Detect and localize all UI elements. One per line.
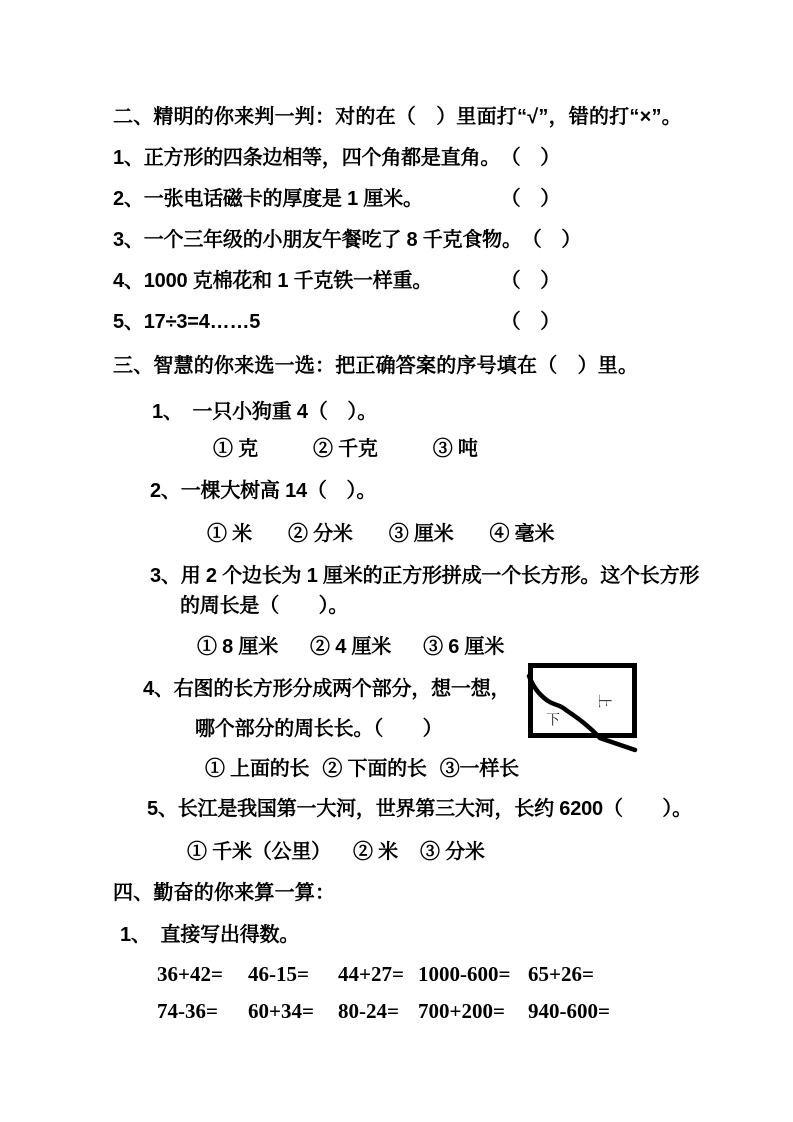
choose-q2-options xyxy=(207,522,554,546)
choose-q5-text: 5、长江是我国第一大河，世界第三大河，长约 6200（ ）。 xyxy=(147,798,692,820)
option-item: ② 米 xyxy=(352,841,398,863)
section-choose-heading: 三、智慧的你来选一选：把正确答案的序号填在（ ）里。 xyxy=(113,355,639,377)
option-item: ② 分米 xyxy=(287,523,353,545)
calc-subheading: 1、 直接写出得数。 xyxy=(120,924,300,946)
judge-item xyxy=(113,269,560,293)
option-item: ③ 厘米 xyxy=(388,523,454,545)
answer-bracket: （ ） xyxy=(500,311,560,333)
option-item: ② 千克 xyxy=(312,438,378,460)
answer-bracket: （ ） xyxy=(500,147,560,169)
option-item: ④ 毫米 xyxy=(489,523,555,545)
answer-bracket: （ ） xyxy=(521,229,582,251)
choose-q4-line1: 4、右图的长方形分成两个部分，想一想， xyxy=(143,678,511,700)
answer-bracket: （ ） xyxy=(500,188,560,210)
judge-item xyxy=(113,228,582,252)
option-item: ③一样长 xyxy=(439,758,519,780)
judge-item xyxy=(113,146,560,170)
calc-row xyxy=(157,962,594,987)
choose-q2-text: 2、一棵大树高 14（ ）。 xyxy=(150,480,377,502)
answer-bracket: （ ） xyxy=(500,270,560,292)
option-item: ② 4 厘米 xyxy=(310,636,392,658)
calc-item: 36+42= xyxy=(157,962,223,986)
calc-item: 1000-600= xyxy=(418,962,511,986)
choose-q3-line1: 3、用 2 个边长为 1 厘米的正方形拼成一个长方形。这个长方形 xyxy=(150,565,700,587)
choose-q5-options xyxy=(187,840,485,864)
figure-label-lower: 下 xyxy=(546,711,560,728)
section-judge-heading: 二、精明的你来判一判：对的在（ ）里面打“√”，错的打“×”。 xyxy=(113,106,682,128)
question-text: 3、一个三年级的小朋友午餐吃了 8 千克食物。 xyxy=(113,229,522,251)
calc-item: 80-24= xyxy=(338,999,399,1023)
calc-item: 44+27= xyxy=(338,962,404,986)
choose-q1-text: 1、 一只小狗重 4（ ）。 xyxy=(152,401,378,423)
calc-item: 74-36= xyxy=(157,999,218,1023)
question-text: 4、1000 克棉花和 1 千克铁一样重。 xyxy=(113,270,433,292)
judge-item xyxy=(113,187,560,211)
question-text: 1、正方形的四条边相等，四个角都是直角。 xyxy=(113,147,501,169)
figure-label-upper: 上 xyxy=(596,694,613,708)
option-item: ① 8 厘米 xyxy=(197,636,279,658)
option-item: ① 上面的长 xyxy=(205,758,310,780)
option-item: ① 米 xyxy=(207,523,252,545)
choose-q4-line2: 哪个部分的周长长。（ ） xyxy=(195,718,443,740)
question-text: 2、一张电话磁卡的厚度是 1 厘米。 xyxy=(113,188,423,210)
option-item: ③ 分米 xyxy=(419,841,485,863)
calc-item: 940-600= xyxy=(528,999,610,1023)
calc-item: 65+26= xyxy=(528,962,594,986)
choose-q4-options xyxy=(205,757,519,781)
option-item: ② 下面的长 xyxy=(322,758,427,780)
rectangle-figure xyxy=(526,658,661,758)
calc-item: 46-15= xyxy=(248,962,309,986)
choose-q1-options xyxy=(213,437,478,461)
option-item: ③ 6 厘米 xyxy=(423,636,505,658)
choose-q3-options xyxy=(197,635,504,659)
question-text: 5、17÷3=4……5 xyxy=(113,311,261,333)
option-item: ① 千米（公里） xyxy=(187,841,331,863)
calc-item: 700+200= xyxy=(418,999,505,1023)
calc-item: 60+34= xyxy=(248,999,314,1023)
option-item: ① 克 xyxy=(213,438,258,460)
option-item: ③ 吨 xyxy=(432,438,478,460)
choose-q3-line2: 的周长是（ ）。 xyxy=(180,595,349,617)
calc-row xyxy=(157,999,610,1024)
section-calc-heading: 四、勤奋的你来算一算： xyxy=(113,882,336,904)
judge-item xyxy=(113,310,560,334)
